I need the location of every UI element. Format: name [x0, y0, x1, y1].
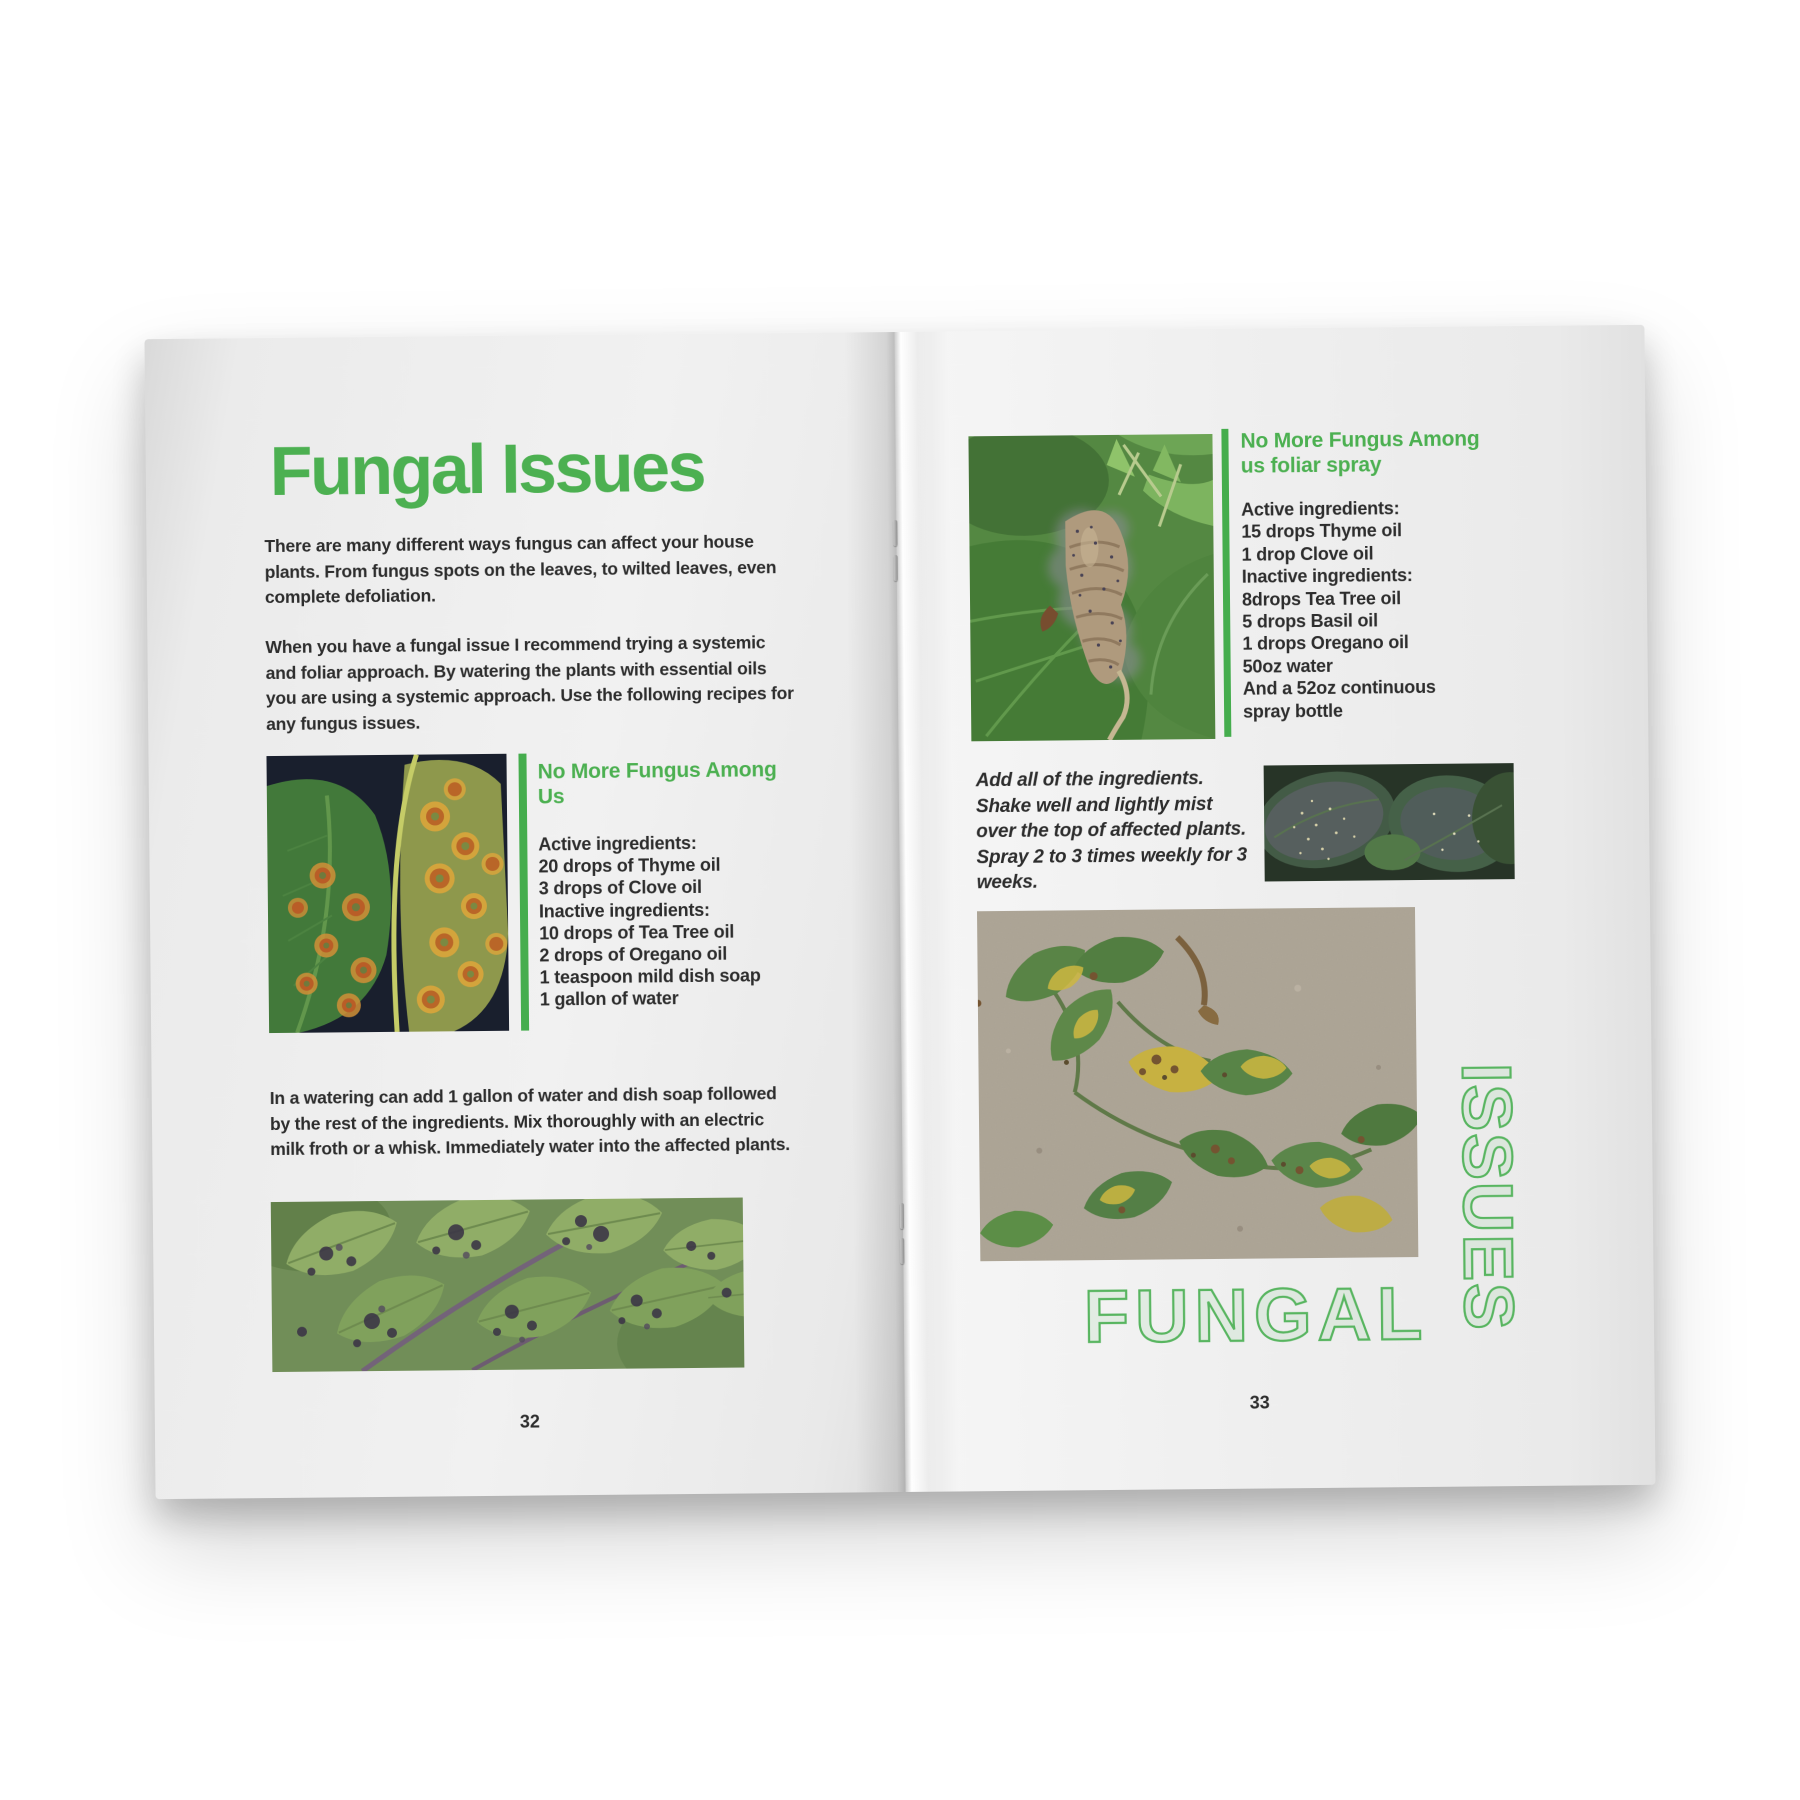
ingredient-line: Inactive ingredients: [1241, 565, 1413, 587]
ingredient-line: 8drops Tea Tree oil [1241, 587, 1402, 610]
page-title: Fungal Issues [269, 427, 705, 511]
ingredient-line: 2 drops of Oregano oil [539, 943, 728, 966]
ingredient-line: Active ingredients: [538, 832, 697, 855]
outline-word-issues: ISSUES [1447, 1062, 1529, 1333]
photo-fuzzy-cocoon-on-leaf [968, 434, 1215, 741]
recipe-section-left [266, 751, 800, 1033]
staple-prong [900, 1238, 904, 1264]
intro-paragraph-2: When you have a fungal issue I recommend trying a systemic and foliar approach. By watering the plants with essential oils you are using a systemic approach. Use the following recipes for any fungus issues. [265, 632, 794, 734]
sooty-leaves-illustration [1264, 763, 1515, 881]
ingredient-line: 1 drops Oregano oil [1242, 632, 1409, 655]
page-number-left: 32 [519, 1411, 540, 1432]
ingredient-line: 3 drops of Clove oil [538, 877, 702, 899]
sand-leaves-illustration [977, 907, 1418, 1261]
ingredient-line: 1 teaspoon mild dish soap [539, 965, 761, 988]
ingredient-line: 1 drop Clove oil [1241, 543, 1374, 565]
instructions-paragraph: In a watering can add 1 gallon of water and dish soap followed by the rest of the ingredients. Mix thoroughly with an electric milk froth or a whisk. Immediately water into the affected plants. [269, 1083, 791, 1160]
photo-sooty-mold-leaves [1264, 763, 1515, 881]
recipe-heading-right-line1: No More Fungus Among [1240, 427, 1480, 453]
ingredient-line: 15 drops Thyme oil [1241, 520, 1402, 543]
photo-diseased-leaves-on-sand [977, 907, 1418, 1261]
ingredient-line: 50oz water [1242, 655, 1333, 677]
recipe-heading-right-line2: us foliar spray [1240, 453, 1382, 478]
ingredient-line: Active ingredients: [1241, 498, 1400, 520]
staple-top [893, 520, 898, 590]
page-left [144, 332, 905, 1499]
photo-leaves-black-spots [271, 1198, 745, 1373]
recipe-text-right [1240, 426, 1543, 723]
ingredient-line: And a 52oz continuous [1242, 677, 1436, 699]
ingredient-line: 1 gallon of water [539, 988, 679, 1010]
green-accent-bar-right [1221, 429, 1231, 737]
application-note: Add all of the ingredients. Shake well and lightly mist over the top of affected plants. Spray 2 to 3 times weekly for 3 weeks. [975, 768, 1248, 894]
recipe-text-left [537, 751, 800, 1030]
staple-prong [893, 520, 897, 546]
ingredient-line: Inactive ingredients: [538, 899, 710, 922]
green-accent-bar-left [518, 754, 529, 1031]
outline-word-fungal: FUNGAL [1083, 1271, 1429, 1359]
cocoon-illustration [968, 434, 1215, 741]
staple-bottom [900, 1203, 905, 1273]
ingredient-line: 5 drops Basil oil [1242, 610, 1378, 632]
photo-leaf-rust-spots [266, 754, 509, 1033]
page-right [894, 325, 1655, 1492]
open-booklet [144, 325, 1655, 1499]
staple-prong [900, 1203, 904, 1229]
page-number-right: 33 [1249, 1392, 1270, 1413]
recipe-heading-left: No More Fungus Among Us [537, 758, 777, 809]
intro-paragraph-1: There are many different ways fungus can affect your house plants. From fungus spots on the leaves, to wilted leaves, even complete defoliation. [264, 531, 777, 608]
ingredient-line: 20 drops of Thyme oil [538, 854, 721, 877]
ingredient-line: spray bottle [1242, 700, 1343, 722]
leaf-rust-illustration [266, 754, 509, 1033]
black-spot-leaves-illustration [271, 1198, 745, 1373]
ingredient-line: 10 drops of Tea Tree oil [539, 921, 735, 944]
staple-prong [894, 555, 898, 581]
